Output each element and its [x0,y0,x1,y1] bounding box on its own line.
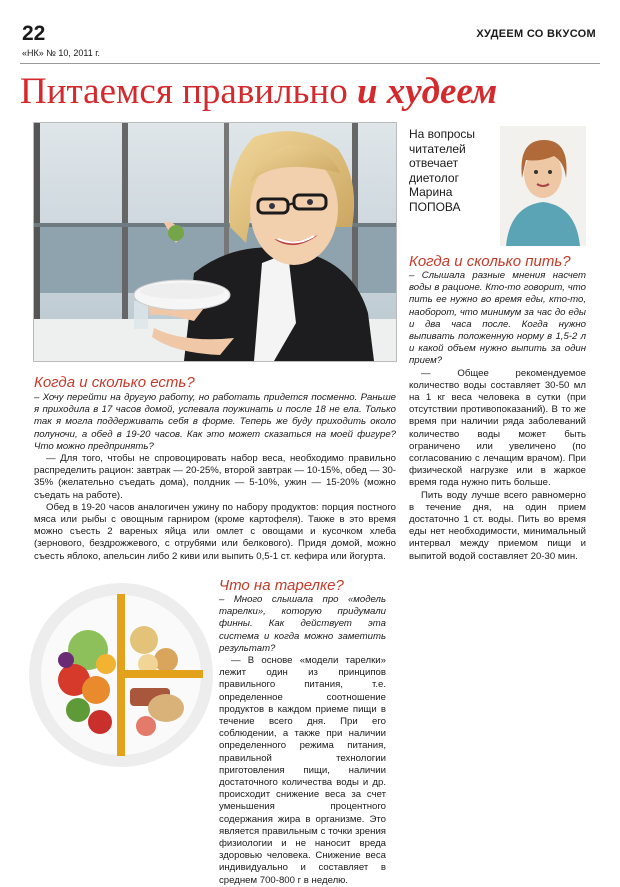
title-part-1: Питаемся правильно [20,71,357,112]
answer-drink-p1: — Общее рекомендуемое количество воды составляет 30-50 мл на 1 кг веса человека в сутки (при отсутствии противопоказаний). В то же время при наличии ряда заболеваний количество воды может быть ограничено или увеличено (по согласованию с лечащим врачом). При физической нагрузке или в жаркое время года нужно пить больше. [409,367,586,489]
rubric-label: ХУДЕЕМ СО ВКУСОМ [476,28,596,40]
woman-eating-photo [33,122,397,362]
section-drink-text [409,270,586,563]
heading-when-eat: Когда и сколько есть? [34,374,195,391]
section-plate-text [219,594,386,887]
expert-intro [409,127,497,215]
expert-line-4: диетолог [409,170,459,185]
question-drink: – Слышала разные мнения насчет воды в рационе. Кто-то говорит, что пить ее нужно во время еды, кто-то, наоборот, что минимум за час до еды и два часа после. Когда нужно выпивать положенную норму в 1,5-2 л и какой объем нужно выпить за один прием? [409,270,586,367]
expert-line-3: отвечает [409,156,459,171]
answer-eat-p1: — Для того, чтобы не спровоцировать набор веса, необходимо правильно распределить рацион: завтрак — 20-25%, второй завтрак — 10-15%, обед — 30-35% (желательно съедать дома), полдник — 5-10%, ужин — 15-20% (можно съедать на работе). [34,453,396,501]
article-title [20,70,600,113]
plate-model-illustration [26,580,216,770]
expert-line-2: читателей [409,141,466,156]
page-number: 22 [22,22,46,45]
question-eat: – Хочу перейти на другую работу, но работать придется посменно. Раньше я приходила в 17 часов домой, успевала поужинать и после 18 не ела. Только так я могла поддерживать себя в форме. Теперь же буду приходить около полуночи, а обед в 19-20 часов. Как это может сказаться на моей фигуре? Что можно предпринять? [34,392,396,452]
answer-eat-p2: Обед в 19-20 часов аналогичен ужину по набору продуктов: порция постного мяса или рыбы с овощным гарниром (кроме картофеля). Также в это время можно съесть 2 вареных яйца или омлет с овощами и кусочком хлеба (зернового, бездрожжевого, с отрубями или белкового). Придя домой, можно съесть яблоко, апельсин либо 2 киви или выпить 0,5-1 ст. кефира или йогурта. [34,501,396,562]
expert-portrait [500,126,586,246]
issue-label: «НК» № 10, 2011 г. [22,48,100,58]
header-divider [20,63,600,64]
answer-drink-p2: Пить воду лучше всего равномерно в течение дня, на один прием достаточно 1 ст. воды. Пить во время еды нет необходимости, минимальный интервал между приемом пищи и выпитой водой составляет 20-30 мин. [409,489,586,562]
heading-plate: Что на тарелке? [219,577,344,594]
question-plate: – Много слышала про «модель тарелки», которую придумали финны. Как действует эта система и когда можно заметить результат? [219,594,386,654]
section-eat-text [34,392,396,563]
answer-plate-p1: — В основе «модели тарелки» лежит один из принципов правильного питания, т.е. определенное соотношение продуктов в каждом приеме пищи в течение всего дня. При его соблюдении, а также при наличии определенного режима питания, правильной технологии приготовления пищи, наличии достаточного количества воды и др. происходит снижение веса за счет уменьшения процентного содержания жира в организме. Это является правильным с точки зрения физиологии и не наносит вреда здоровью человека. Снижение веса индивидуально и составляет в среднем 700-800 г в неделю. [219,655,386,886]
expert-line-6: ПОПОВА [409,199,461,214]
heading-when-drink: Когда и сколько пить? [409,253,571,270]
expert-line-1: На вопросы [409,127,476,141]
title-part-2: и худеем [356,71,498,112]
expert-line-5: Марина [409,185,453,200]
